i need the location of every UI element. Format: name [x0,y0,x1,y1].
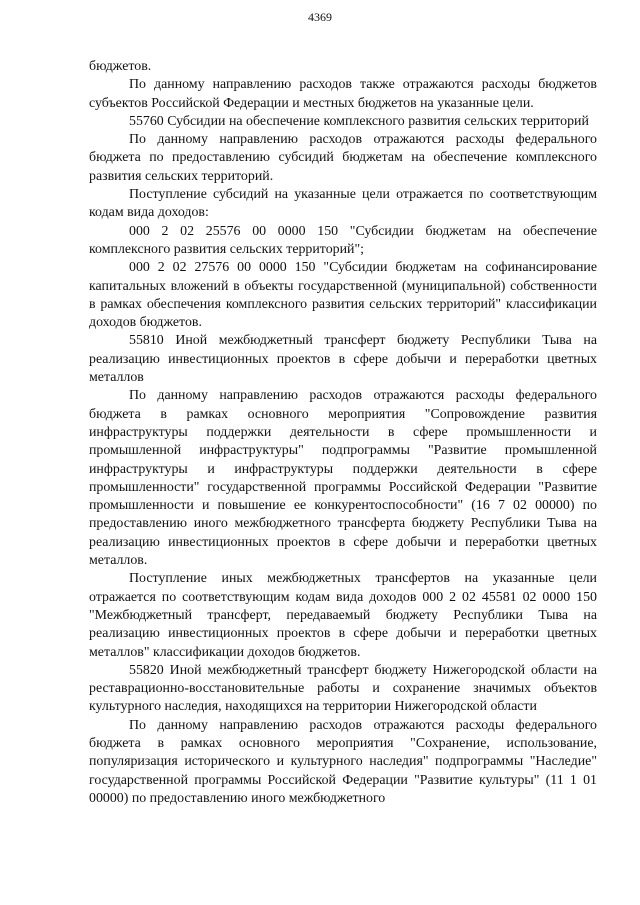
paragraph-p02: По данному направлению расходов также отражаются расходы бюджетов субъектов Российской Федерации и местных бюджетов на указанные цели. [89,77,597,111]
paragraph-p06: 000 2 02 25576 00 0000 150 "Субсидии бюджетам на обеспечение комплексного развития сельских территорий"; [89,223,597,257]
paragraph-p01: бюджетов. [89,59,152,74]
paragraph-p03: 55760 Субсидии на обеспечение комплексного развития сельских территорий [129,113,589,129]
paragraph-p05: Поступление субсидий на указанные цели отражается по соответствующим кодам вида доходов: [89,187,597,221]
paragraph-p12: По данному направлению расходов отражаются расходы федерального бюджета в рамках основного мероприятия "Сохранение, использование, популяризация исторического и культурного наследия" подпрограммы "Наследие" государственной программы Российской Федерации "Развитие культуры" (11 1 01 00000) по предоставлению иного межбюджетного [89,717,597,806]
paragraph-p08: 55810 Иной межбюджетный трансферт бюджету Республики Тыва на реализацию инвестиционных проектов в сфере добычи и переработки цветных металлов [89,333,597,386]
paragraph-p10: Поступление иных межбюджетных трансфертов на указанные цели отражается по соответствующим кодам вида доходов 000 2 02 45581 02 0000 150 "Межбюджетный трансферт, передаваемый бюджету Республики Тыва на реализацию инвестиционных проектов в сфере добычи и переработки цветных металлов" классификации доходов бюджетов. [89,571,597,660]
paragraph-p04: По данному направлению расходов отражаются расходы федерального бюджета по предоставлению субсидий бюджетам на обеспечение комплексного развития сельских территорий. [89,132,597,184]
page-number: 4369 [308,10,332,24]
paragraph-p09: По данному направлению расходов отражаются расходы федерального бюджета в рамках основного мероприятия "Сопровождение развития инфраструктуры поддержки деятельности в сфере промышленности и промышленной инфраструктуры" подпрограммы "Развитие промышленной инфраструктуры и инфраструктуры поддержки деятельности в сфере промышленности" государственной программы Российской Федерации "Развитие промышленности и повышение ее конкурентоспособности" (16 7 02 00000) по предоставлению иного межбюджетного трансферта бюджету Республики Тыва на реализацию инвестиционных проектов в сфере добычи и переработки цветных металлов. [89,388,597,569]
paragraph-p07: 000 2 02 27576 00 0000 150 "Субсидии бюджетам на софинансирование капитальных вложений в объекты государственной (муниципальной) собственности в рамках обеспечения комплексного развития сельских территорий" классификации доходов бюджетов. [89,260,597,331]
paragraph-p11: 55820 Иной межбюджетный трансферт бюджету Нижегородской области на реставрационно-восстановительные работы и сохранение значимых объектов культурного наследия, находящихся на территории Нижегородской области [89,662,597,715]
document-body [89,58,597,808]
